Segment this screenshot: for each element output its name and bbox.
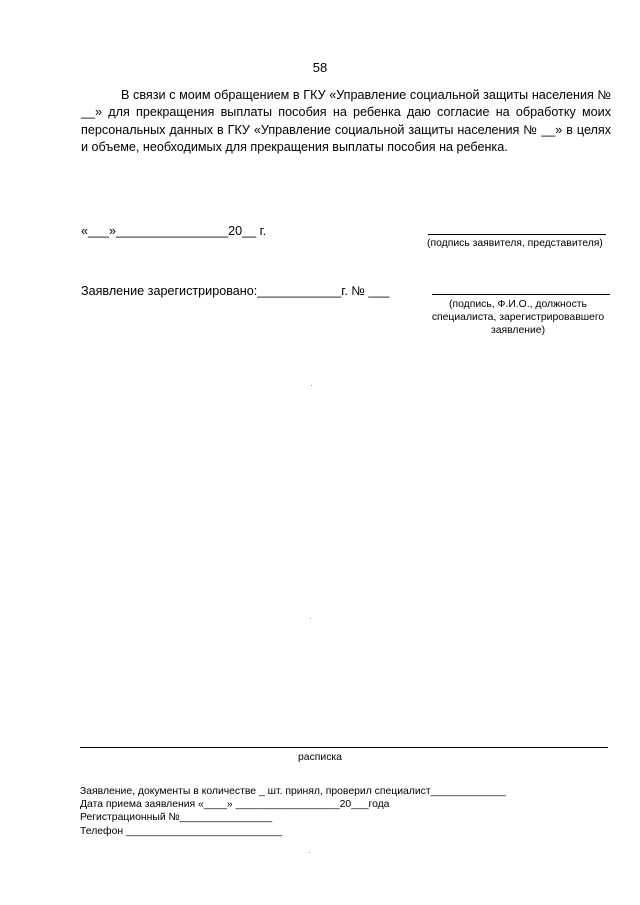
specialist-signature-caption	[420, 298, 616, 337]
specialist-signature-line	[432, 294, 610, 295]
receipt-line-phone: Телефон ___________________________	[80, 826, 283, 837]
specialist-caption-line-3: заявление)	[490, 325, 546, 336]
scan-speck	[310, 618, 311, 619]
date-row: «___»________________20__ г.	[81, 224, 267, 238]
specialist-caption-line-2: специалиста, зарегистрировавшего	[431, 312, 605, 323]
receipt-line-documents: Заявление, документы в количестве _ шт. принял, проверил специалист_____________	[80, 786, 506, 797]
registered-row: Заявление зарегистрировано:____________г. № ___	[81, 284, 390, 298]
receipt-line-date: Дата приема заявления «____» __________________20___года	[80, 799, 390, 810]
applicant-signature-line	[428, 234, 606, 235]
receipt-title: расписка	[298, 752, 342, 763]
receipt-line-registration: Регистрационный №________________	[80, 812, 273, 823]
receipt-separator-line	[80, 747, 608, 748]
consent-paragraph: В связи с моим обращением в ГКУ «Управление социальной защиты населения № __» для прекращения выплаты пособия на ребенка даю согласие на обработку моих персональных данных в ГКУ «Управление социальной защиты населения № __» в целях и объеме, необходимых для прекращения выплаты пособия на ребенка.	[81, 88, 611, 155]
scan-speck	[309, 852, 310, 853]
specialist-caption-line-1: (подпись, Ф.И.О., должность	[449, 299, 587, 310]
page-number: 58	[312, 60, 328, 75]
scan-speck	[311, 385, 312, 386]
applicant-signature-caption: (подпись заявителя, представителя)	[427, 238, 603, 249]
